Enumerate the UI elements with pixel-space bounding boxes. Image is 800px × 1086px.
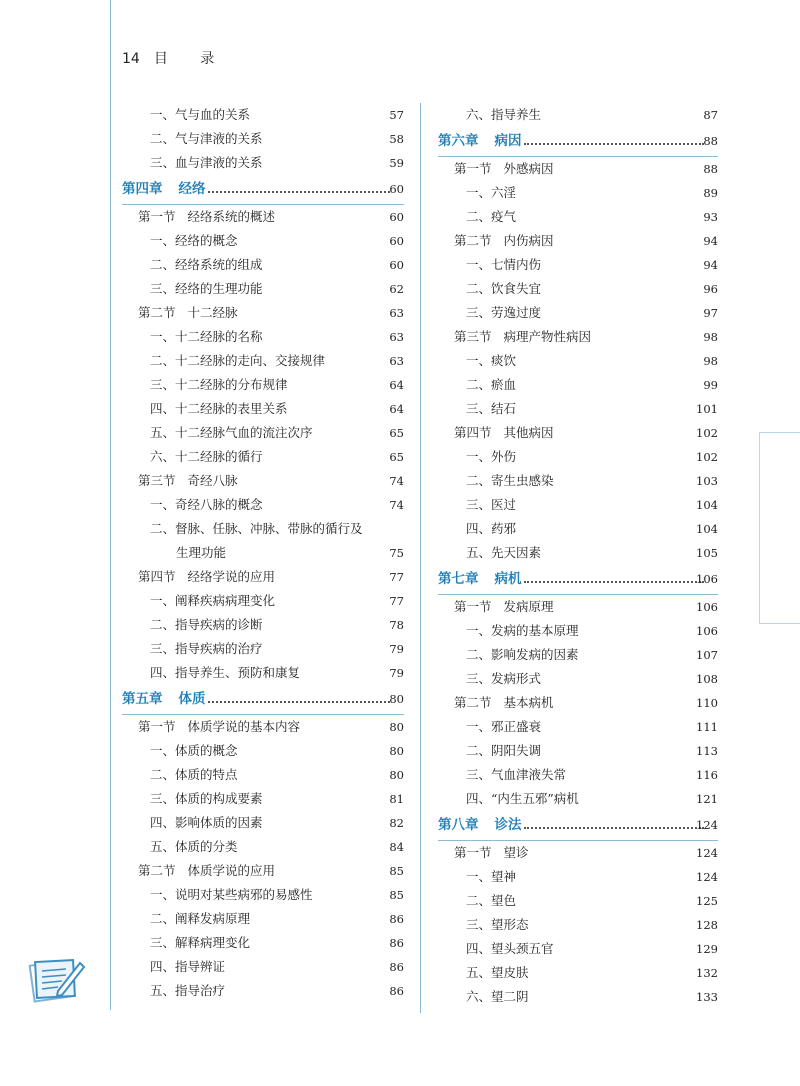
toc-entry-title xyxy=(454,841,529,865)
toc-section-row[interactable] xyxy=(438,595,718,619)
toc-entry-title: 五、先天因素 xyxy=(466,545,542,560)
toc-section-row[interactable] xyxy=(438,691,718,715)
toc-entry-title: 四、药邪 xyxy=(466,521,517,536)
toc-entry-title: 一、外伤 xyxy=(466,449,517,464)
toc-entry-title: 三、血与津液的关系 xyxy=(150,155,263,170)
toc-entry-title: 二、寄生虫感染 xyxy=(466,473,554,488)
toc-section-row[interactable] xyxy=(438,229,718,253)
toc-entry-title: 三、劳逸过度 xyxy=(466,305,542,320)
toc-item-row[interactable] xyxy=(438,715,718,739)
toc-page-number: 94 xyxy=(703,234,718,248)
toc-page-number: 110 xyxy=(696,696,718,710)
toc-entry-title: 二、望色 xyxy=(466,893,517,908)
toc-page-number: 102 xyxy=(696,450,718,464)
toc-page-number: 57 xyxy=(389,108,404,122)
toc-page-number: 99 xyxy=(703,378,718,392)
toc-entry-title: 一、望神 xyxy=(466,869,517,884)
toc-entry-title: 四、“内生五邪”病机 xyxy=(466,791,579,806)
toc-page-number: 108 xyxy=(696,672,718,686)
toc-item-row[interactable] xyxy=(122,661,404,685)
toc-item-row[interactable] xyxy=(122,421,404,445)
toc-entry-title: 二、影响发病的因素 xyxy=(466,647,579,662)
toc-item-row[interactable] xyxy=(122,373,404,397)
section-number: 第二节 xyxy=(138,305,176,320)
toc-entry-title: 六、十二经脉的循行 xyxy=(150,449,263,464)
toc-entry-title xyxy=(454,421,554,445)
toc-entry-title: 二、指导疾病的诊断 xyxy=(150,617,263,632)
toc-item-row[interactable] xyxy=(122,955,404,979)
toc-entry-title: 六、望二阴 xyxy=(466,989,529,1004)
toc-entry-title: 一、痰饮 xyxy=(466,353,517,368)
toc-page-number: 63 xyxy=(389,330,404,344)
section-number: 第一节 xyxy=(138,209,176,224)
toc-item-row[interactable] xyxy=(122,517,404,541)
toc-item-row[interactable] xyxy=(122,739,404,763)
toc-page-number: 106 xyxy=(696,624,718,638)
toc-page-number: 80 xyxy=(389,744,404,758)
toc-entry-title: 二、阐释发病原理 xyxy=(150,911,251,926)
section-number: 第一节 xyxy=(454,599,492,614)
toc-page-number: 79 xyxy=(389,642,404,656)
toc-page-number: 58 xyxy=(389,132,404,146)
chapter-title: 诊法 xyxy=(494,817,522,833)
section-title: 十二经脉 xyxy=(187,305,238,320)
chapter-title: 病因 xyxy=(494,133,522,149)
toc-entry-title xyxy=(454,229,554,253)
toc-item-row[interactable] xyxy=(438,889,718,913)
toc-item-row[interactable] xyxy=(438,619,718,643)
toc-item-row[interactable] xyxy=(122,127,404,151)
toc-page-number: 77 xyxy=(389,570,404,584)
toc-item-row[interactable] xyxy=(122,445,404,469)
toc-page-number: 86 xyxy=(389,936,404,950)
chapter-number: 第六章 xyxy=(438,133,479,149)
toc-page-number: 86 xyxy=(389,984,404,998)
toc-entry-title: 四、影响体质的因素 xyxy=(150,815,263,830)
chapter-number: 第四章 xyxy=(122,181,163,197)
toc-page-number: 104 xyxy=(696,498,718,512)
toc-page-number: 85 xyxy=(389,864,404,878)
toc-entry-title: 一、体质的概念 xyxy=(150,743,238,758)
dot-leader xyxy=(524,143,705,145)
toc-entry-title: 三、发病形式 xyxy=(466,671,542,686)
toc-item-row[interactable] xyxy=(122,907,404,931)
toc-page-number: 81 xyxy=(389,792,404,806)
toc-item-row[interactable] xyxy=(122,151,404,175)
toc-entry-title: 一、七情内伤 xyxy=(466,257,542,272)
toc-chapter-row[interactable] xyxy=(438,565,718,595)
toc-item-row[interactable] xyxy=(122,253,404,277)
toc-page-number: 89 xyxy=(703,186,718,200)
toc-entry-title: 二、经络系统的组成 xyxy=(150,257,263,272)
toc-item-row[interactable] xyxy=(438,349,718,373)
toc-item-row[interactable] xyxy=(122,811,404,835)
toc-entry-title: 一、气与血的关系 xyxy=(150,107,251,122)
toc-page-number: 78 xyxy=(389,618,404,632)
toc-page-number: 113 xyxy=(696,744,718,758)
toc-item-row[interactable] xyxy=(438,763,718,787)
toc-page-number: 59 xyxy=(389,156,404,170)
toc-entry-title xyxy=(138,565,275,589)
section-title: 经络学说的应用 xyxy=(187,569,276,584)
toc-page-number: 106 xyxy=(696,572,718,586)
section-number: 第四节 xyxy=(454,425,492,440)
toc-item-row[interactable] xyxy=(122,325,404,349)
section-number: 第一节 xyxy=(454,845,492,860)
section-number: 第一节 xyxy=(138,719,176,734)
chapter-number: 第五章 xyxy=(122,691,163,707)
toc-entry-title: 六、指导养生 xyxy=(466,107,542,122)
toc-entry-title: 三、经络的生理功能 xyxy=(150,281,263,296)
toc-entry-title: 二、十二经脉的走向、交接规律 xyxy=(150,353,326,368)
toc-entry-title xyxy=(122,685,206,714)
toc-page-number: 101 xyxy=(696,402,718,416)
toc-section-row[interactable] xyxy=(122,565,404,589)
toc-entry-title: 五、十二经脉气血的流注次序 xyxy=(150,425,313,440)
toc-entry-title: 生理功能 xyxy=(176,545,227,560)
toc-page-number: 97 xyxy=(703,306,718,320)
toc-entry-title: 一、发病的基本原理 xyxy=(466,623,579,638)
toc-page-number: 62 xyxy=(389,282,404,296)
toc-page-number: 82 xyxy=(389,816,404,830)
toc-entry-title xyxy=(454,157,554,181)
toc-page-number: 75 xyxy=(389,546,404,560)
section-number: 第四节 xyxy=(138,569,176,584)
toc-entry-title: 四、望头颈五官 xyxy=(466,941,554,956)
toc-entry-title xyxy=(138,859,275,883)
toc-page-number: 63 xyxy=(389,354,404,368)
toc-item-row[interactable] xyxy=(438,277,718,301)
toc-entry-title xyxy=(454,325,591,349)
toc-page-number: 125 xyxy=(696,894,718,908)
toc-item-row[interactable] xyxy=(438,517,718,541)
toc-item-row[interactable] xyxy=(438,787,718,811)
toc-item-row[interactable] xyxy=(438,301,718,325)
section-title: 病理产物性病因 xyxy=(503,329,592,344)
toc-item-row[interactable] xyxy=(122,883,404,907)
toc-section-row[interactable] xyxy=(438,325,718,349)
page-title: 目 录 xyxy=(153,51,229,67)
toc-entry-title: 四、指导养生、预防和康复 xyxy=(150,665,301,680)
toc-item-row[interactable] xyxy=(438,205,718,229)
section-title: 外感病因 xyxy=(503,161,554,176)
toc-item-row[interactable] xyxy=(438,913,718,937)
toc-chapter-row[interactable] xyxy=(122,685,404,715)
chapter-number: 第八章 xyxy=(438,817,479,833)
toc-page-number: 60 xyxy=(389,234,404,248)
toc-entry-title: 四、十二经脉的表里关系 xyxy=(150,401,288,416)
toc-entry-title: 二、气与津液的关系 xyxy=(150,131,263,146)
toc-item-row[interactable] xyxy=(122,637,404,661)
toc-page-number: 80 xyxy=(389,768,404,782)
toc-entry-title: 五、指导治疗 xyxy=(150,983,226,998)
toc-entry-title: 二、疫气 xyxy=(466,209,517,224)
toc-right-column xyxy=(438,103,718,1009)
toc-page-number: 124 xyxy=(696,846,718,860)
chapter-title: 经络 xyxy=(178,181,206,197)
toc-page-number: 116 xyxy=(696,768,718,782)
chapter-title: 病机 xyxy=(494,571,522,587)
section-title: 体质学说的应用 xyxy=(187,863,276,878)
toc-entry-title: 一、阐释疾病病理变化 xyxy=(150,593,276,608)
section-title: 其他病因 xyxy=(503,425,554,440)
toc-entry-title: 四、指导辨证 xyxy=(150,959,226,974)
toc-entry-title: 三、指导疾病的治疗 xyxy=(150,641,263,656)
toc-section-row[interactable] xyxy=(438,421,718,445)
toc-section-row[interactable] xyxy=(438,841,718,865)
toc-page-number: 88 xyxy=(703,134,718,148)
page-number: 14 xyxy=(122,51,140,67)
toc-page-number: 87 xyxy=(703,108,718,122)
toc-page-number: 63 xyxy=(389,306,404,320)
toc-section-row[interactable] xyxy=(122,301,404,325)
toc-item-row[interactable] xyxy=(122,229,404,253)
toc-section-row[interactable] xyxy=(438,157,718,181)
toc-entry-title xyxy=(122,175,206,204)
toc-page-number: 64 xyxy=(389,378,404,392)
toc-item-row[interactable] xyxy=(122,397,404,421)
toc-item-row[interactable] xyxy=(438,739,718,763)
toc-page-number: 124 xyxy=(696,818,718,832)
toc-entry-title: 一、十二经脉的名称 xyxy=(150,329,263,344)
toc-page-number: 64 xyxy=(389,402,404,416)
toc-page-number: 94 xyxy=(703,258,718,272)
notebook-pencil-icon xyxy=(28,955,86,1005)
toc-page-number: 98 xyxy=(703,354,718,368)
toc-entry-title: 三、气血津液失常 xyxy=(466,767,567,782)
section-title: 发病原理 xyxy=(503,599,554,614)
toc-item-row[interactable] xyxy=(438,373,718,397)
toc-entry-title: 二、督脉、任脉、冲脉、带脉的循行及 xyxy=(150,521,363,536)
toc-entry-title: 三、体质的构成要素 xyxy=(150,791,263,806)
dot-leader xyxy=(524,827,705,829)
toc-chapter-row[interactable] xyxy=(122,175,404,205)
toc-entry-title: 一、六淫 xyxy=(466,185,517,200)
page-header xyxy=(122,48,228,68)
dot-leader xyxy=(208,701,391,703)
toc-page-number: 93 xyxy=(703,210,718,224)
toc-entry-title: 一、经络的概念 xyxy=(150,233,238,248)
toc-entry-title: 三、十二经脉的分布规律 xyxy=(150,377,288,392)
toc-entry-title: 二、阴阳失调 xyxy=(466,743,542,758)
toc-entry-title: 三、结石 xyxy=(466,401,517,416)
toc-page-number: 111 xyxy=(696,720,718,734)
toc-entry-title: 一、邪正盛衰 xyxy=(466,719,542,734)
toc-item-row[interactable] xyxy=(438,937,718,961)
toc-entry-title xyxy=(454,691,554,715)
toc-item-row[interactable] xyxy=(122,787,404,811)
toc-page-number: 86 xyxy=(389,960,404,974)
toc-page-number: 133 xyxy=(696,990,718,1004)
section-number: 第三节 xyxy=(138,473,176,488)
toc-section-row[interactable] xyxy=(122,205,404,229)
toc-entry-title: 三、望形态 xyxy=(466,917,529,932)
section-number: 第三节 xyxy=(454,329,492,344)
toc-page-number: 102 xyxy=(696,426,718,440)
chapter-title: 体质 xyxy=(178,691,206,707)
section-number: 第二节 xyxy=(454,695,492,710)
toc-entry-title xyxy=(438,565,522,594)
toc-page-number: 96 xyxy=(703,282,718,296)
toc-item-row[interactable] xyxy=(438,181,718,205)
toc-entry-title xyxy=(138,715,300,739)
section-title: 奇经八脉 xyxy=(187,473,238,488)
toc-item-row[interactable] xyxy=(122,835,404,859)
toc-item-row[interactable] xyxy=(438,541,718,565)
toc-page-number: 121 xyxy=(696,792,718,806)
dot-leader xyxy=(208,191,391,193)
toc-entry-title xyxy=(438,811,522,840)
toc-page-number: 106 xyxy=(696,600,718,614)
toc-item-row[interactable] xyxy=(122,541,404,565)
toc-item-row[interactable] xyxy=(438,253,718,277)
toc-page-number: 98 xyxy=(703,330,718,344)
chapter-number: 第七章 xyxy=(438,571,479,587)
toc-page-number: 86 xyxy=(389,912,404,926)
toc-entry-title: 一、说明对某些病邪的易感性 xyxy=(150,887,313,902)
toc-page-number: 85 xyxy=(389,888,404,902)
toc-section-row[interactable] xyxy=(122,715,404,739)
column-divider xyxy=(420,103,421,1013)
toc-page-number: 60 xyxy=(389,210,404,224)
toc-page-number: 105 xyxy=(696,546,718,560)
toc-chapter-row[interactable] xyxy=(438,811,718,841)
toc-item-row[interactable] xyxy=(438,103,718,127)
section-title: 基本病机 xyxy=(503,695,554,710)
toc-item-row[interactable] xyxy=(438,961,718,985)
toc-item-row[interactable] xyxy=(438,493,718,517)
section-title: 内伤病因 xyxy=(503,233,554,248)
toc-item-row[interactable] xyxy=(438,865,718,889)
toc-page-number: 65 xyxy=(389,426,404,440)
toc-page-number: 80 xyxy=(389,720,404,734)
toc-page-number: 107 xyxy=(696,648,718,662)
toc-left-column xyxy=(122,103,404,1003)
section-title: 体质学说的基本内容 xyxy=(187,719,301,734)
toc-page-number: 84 xyxy=(389,840,404,854)
toc-item-row[interactable] xyxy=(122,613,404,637)
toc-item-row[interactable] xyxy=(438,469,718,493)
page-edge-tab xyxy=(759,432,800,624)
toc-entry-title xyxy=(138,205,275,229)
section-title: 经络系统的概述 xyxy=(187,209,276,224)
toc-item-row[interactable] xyxy=(122,493,404,517)
toc-entry-title: 一、奇经八脉的概念 xyxy=(150,497,263,512)
toc-item-row[interactable] xyxy=(438,643,718,667)
left-margin-rule xyxy=(110,0,111,1010)
toc-item-row[interactable] xyxy=(438,397,718,421)
toc-entry-title xyxy=(138,301,238,325)
toc-entry-title: 二、体质的特点 xyxy=(150,767,238,782)
toc-item-row[interactable] xyxy=(122,979,404,1003)
toc-page-number: 128 xyxy=(696,918,718,932)
toc-entry-title: 三、解释病理变化 xyxy=(150,935,251,950)
toc-page-number: 124 xyxy=(696,870,718,884)
toc-item-row[interactable] xyxy=(122,277,404,301)
toc-entry-title: 二、饮食失宜 xyxy=(466,281,542,296)
section-number: 第一节 xyxy=(454,161,492,176)
toc-entry-title xyxy=(454,595,554,619)
toc-item-row[interactable] xyxy=(122,103,404,127)
toc-page-number: 132 xyxy=(696,966,718,980)
toc-page-number: 129 xyxy=(696,942,718,956)
section-title: 望诊 xyxy=(503,845,529,860)
toc-section-row[interactable] xyxy=(122,469,404,493)
toc-page-number: 80 xyxy=(389,692,404,706)
toc-section-row[interactable] xyxy=(122,859,404,883)
toc-page-number: 74 xyxy=(389,474,404,488)
toc-page-number: 77 xyxy=(389,594,404,608)
toc-item-row[interactable] xyxy=(438,667,718,691)
toc-page-number: 104 xyxy=(696,522,718,536)
section-number: 第二节 xyxy=(454,233,492,248)
toc-page-number: 79 xyxy=(389,666,404,680)
toc-item-row[interactable] xyxy=(122,589,404,613)
toc-entry-title: 五、望皮肤 xyxy=(466,965,529,980)
toc-page-number: 88 xyxy=(703,162,718,176)
toc-entry-title: 五、体质的分类 xyxy=(150,839,238,854)
toc-item-row[interactable] xyxy=(122,931,404,955)
toc-page-number: 103 xyxy=(696,474,718,488)
toc-entry-title xyxy=(438,127,522,156)
toc-entry-title: 三、医过 xyxy=(466,497,517,512)
dot-leader xyxy=(524,581,705,583)
toc-item-row[interactable] xyxy=(122,763,404,787)
section-number: 第二节 xyxy=(138,863,176,878)
toc-entry-title xyxy=(138,469,238,493)
toc-entry-title: 二、瘀血 xyxy=(466,377,517,392)
toc-page-number: 74 xyxy=(389,498,404,512)
toc-page-number: 65 xyxy=(389,450,404,464)
toc-page-number: 60 xyxy=(389,258,404,272)
toc-page-number: 60 xyxy=(389,182,404,196)
toc-item-row[interactable] xyxy=(122,349,404,373)
toc-item-row[interactable] xyxy=(438,445,718,469)
toc-item-row[interactable] xyxy=(438,985,718,1009)
toc-chapter-row[interactable] xyxy=(438,127,718,157)
